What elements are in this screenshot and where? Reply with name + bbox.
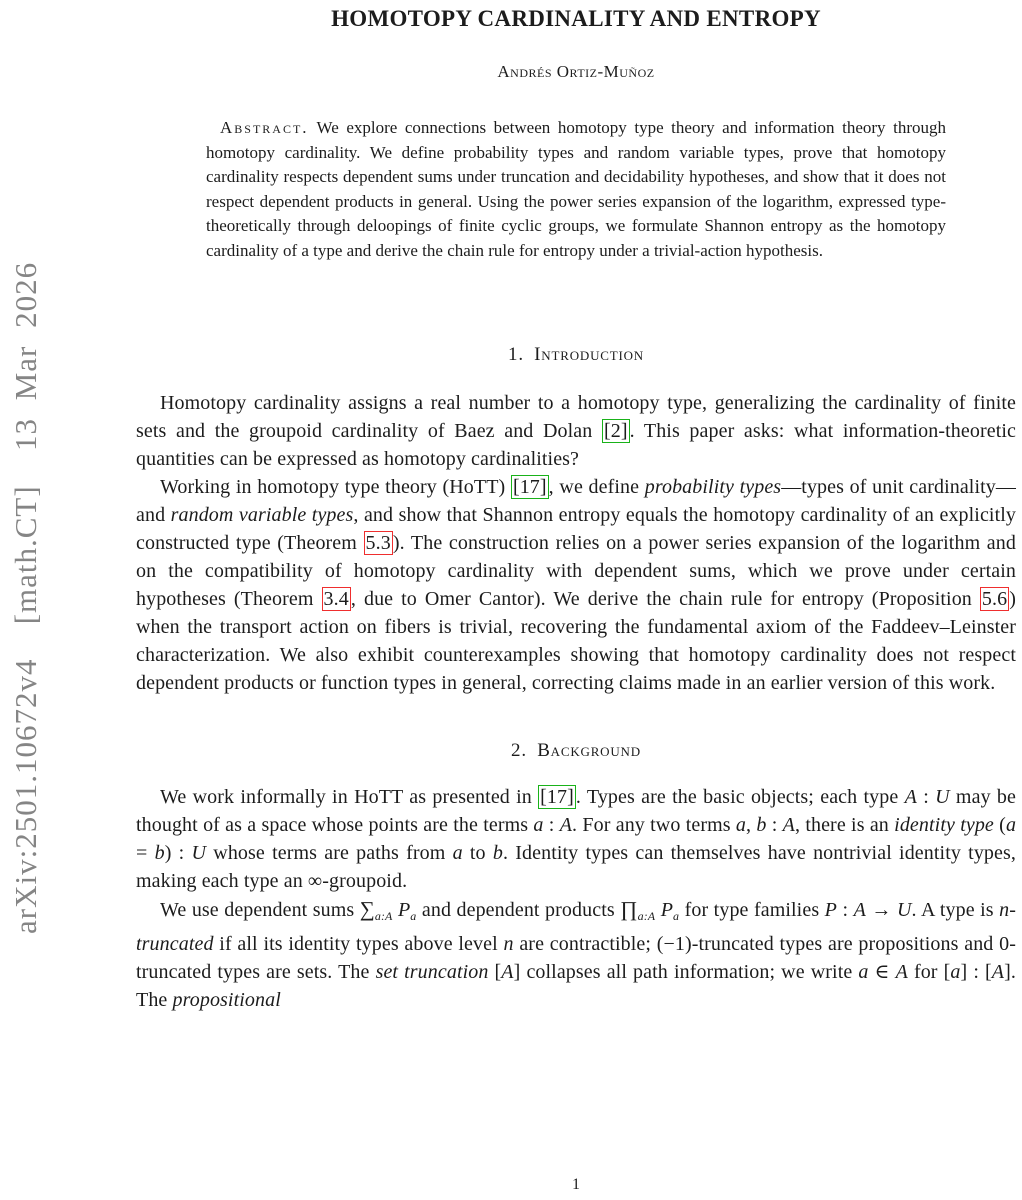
text-run: . Types are the basic objects; each type xyxy=(575,786,905,808)
text-run: probability types xyxy=(644,476,782,498)
text-run: U xyxy=(935,786,950,808)
citation-link[interactable]: [2] xyxy=(603,420,628,442)
text-run: a:A xyxy=(374,909,393,923)
internal-ref-link[interactable]: 3.4 xyxy=(323,588,349,610)
text-run: ( xyxy=(993,814,1006,836)
section-introduction xyxy=(136,343,1016,697)
text-run: n xyxy=(503,933,514,955)
text-run: a xyxy=(410,909,417,923)
text-run: a xyxy=(858,961,869,983)
text-run: n-truncated xyxy=(136,899,1017,955)
text-run: a xyxy=(673,909,680,923)
text-run: b xyxy=(154,842,165,864)
text-run: to xyxy=(462,842,493,864)
text-run: ) : xyxy=(164,842,192,864)
text-run: for [ xyxy=(907,961,951,983)
paper-content xyxy=(136,0,1017,1193)
text-run: . For any two terms xyxy=(572,814,736,836)
text-run: and dependent products xyxy=(416,899,621,921)
text-run: b xyxy=(756,814,767,836)
paper-author: Andrés Ortiz-Muñoz xyxy=(497,62,655,81)
text-run: may be thought of as a space whose points are the terms xyxy=(136,786,1016,836)
text-run: for type families xyxy=(679,899,825,921)
text-run: P xyxy=(397,899,411,921)
text-run: U xyxy=(191,842,207,864)
text-run: ]. The xyxy=(136,961,1016,1011)
text-run: ). The construction relies on a power series expansion of the logarithm and on the compatibility of homotopy cardinality with dependent sums, which we prove under certain hypotheses (Theorem xyxy=(136,532,1016,610)
paper-title: HOMOTOPY CARDINALITY AND ENTROPY xyxy=(331,6,821,31)
internal-ref-link[interactable]: 5.3 xyxy=(365,532,391,554)
text-run: P xyxy=(660,899,674,921)
text-run: a xyxy=(735,814,746,836)
text-run: A xyxy=(853,899,866,921)
text-run: . This paper asks: what information-theoretic quantities can be expressed as homotopy cardinalities? xyxy=(136,420,1017,470)
text-run: A xyxy=(501,961,514,983)
text-run: A xyxy=(782,814,795,836)
text-run: a xyxy=(1005,814,1017,836)
text-run: A xyxy=(895,961,908,983)
abstract-block xyxy=(206,116,946,263)
intro-paragraph-2 xyxy=(136,473,1016,697)
citation-link[interactable]: [17] xyxy=(540,786,574,808)
text-run: We work informally in HoTT as presented in xyxy=(160,786,539,808)
text-run: ∑ xyxy=(359,897,375,921)
text-run: P xyxy=(824,899,837,921)
text-run: → xyxy=(865,899,897,921)
text-run: , and show that Shannon entropy equals the homotopy cardinality of an explicitly constructed type (Theorem xyxy=(136,504,1017,554)
text-run: . A type is xyxy=(911,899,1000,921)
text-run: , xyxy=(746,814,757,836)
text-run: identity type xyxy=(894,814,994,836)
text-run: , due to Omer Cantor). We derive the chain rule for entropy (Proposition xyxy=(350,588,980,610)
abstract-label: Abstract. xyxy=(220,118,309,137)
text-run: whose terms are paths from xyxy=(206,842,453,864)
section-background xyxy=(136,739,1016,1014)
text-run: ∈ xyxy=(868,961,896,983)
text-run: , we define xyxy=(548,476,645,498)
text-run: We use dependent sums xyxy=(160,899,360,921)
text-run: set truncation xyxy=(375,961,489,983)
page-number: 1 xyxy=(572,1176,580,1193)
text-run: —types of unit cardinality—and xyxy=(136,476,1016,526)
text-run: : xyxy=(543,814,560,836)
text-run: : xyxy=(916,786,936,808)
text-run: are contractible; (−1)-truncated types are propositions and 0-truncated types are sets. The xyxy=(136,933,1016,983)
text-run: if all its identity types above level xyxy=(213,933,504,955)
text-run: = xyxy=(136,842,155,864)
text-run: A xyxy=(559,814,573,836)
text-run: ] collapses all path information; we write xyxy=(513,961,859,983)
section-1-heading: 1. Introduction xyxy=(508,344,644,365)
text-run: A xyxy=(991,961,1005,983)
text-run: a:A xyxy=(637,909,656,923)
text-run: ) when the transport action on fibers is trivial, recovering the fundamental axiom of the Faddeev–Leinster characterization. We also exhibit counterexamples showing that homotopy cardinality does not respect dependent products or function types in general, correcting claims made in an earlier version of this work. xyxy=(136,588,1016,694)
text-run: ∏ xyxy=(620,897,638,921)
text-run: : xyxy=(766,814,783,836)
background-paragraph-2 xyxy=(136,895,1016,1014)
intro-paragraph-1 xyxy=(136,389,1016,473)
citation-link[interactable]: [17] xyxy=(512,476,547,498)
text-run: b xyxy=(492,842,503,864)
text-run: , there is an xyxy=(794,814,895,836)
text-run: Working in homotopy type theory (HoTT) xyxy=(160,476,511,498)
text-run: U xyxy=(896,899,912,921)
abstract-text: We explore connections between homotopy type theory and information theory through homotopy cardinality. We define probability types and random variable types, prove that homotopy cardinality respects dependent sums under truncation and decidability hypotheses, and show that it does not respect dependent products in general. Using the power series expansion of the logarithm, expressed type-theoretically through deloopings of finite cyclic groups, we formulate Shannon entropy as the homotopy cardinality of a type and derive the chain rule for entropy under a trivial-action hypothesis. xyxy=(206,118,946,260)
text-run: ] : [ xyxy=(960,961,992,983)
text-run: : xyxy=(837,899,854,921)
text-run: . Identity types can themselves have nontrivial identity types, making each type an ∞-groupoid. xyxy=(136,842,1016,892)
internal-ref-link[interactable]: 5.6 xyxy=(981,588,1008,610)
text-run: [ xyxy=(488,961,502,983)
text-run: a xyxy=(533,814,544,836)
text-run: propositional xyxy=(172,989,281,1011)
arxiv-watermark: arXiv:2501.10672v4 [math.CT] 13 Mar 2026 xyxy=(8,261,43,934)
text-run: Homotopy cardinality assigns a real number to a homotopy type, generalizing the cardinality of finite sets and the groupoid cardinality of Baez and Dolan xyxy=(136,392,1016,442)
text-run: a xyxy=(452,842,463,864)
text-run: random variable types xyxy=(170,504,354,526)
background-paragraph-1 xyxy=(136,783,1016,895)
section-2-heading: 2. Background xyxy=(511,740,641,761)
text-run: A xyxy=(904,786,917,808)
text-run: a xyxy=(950,961,961,983)
